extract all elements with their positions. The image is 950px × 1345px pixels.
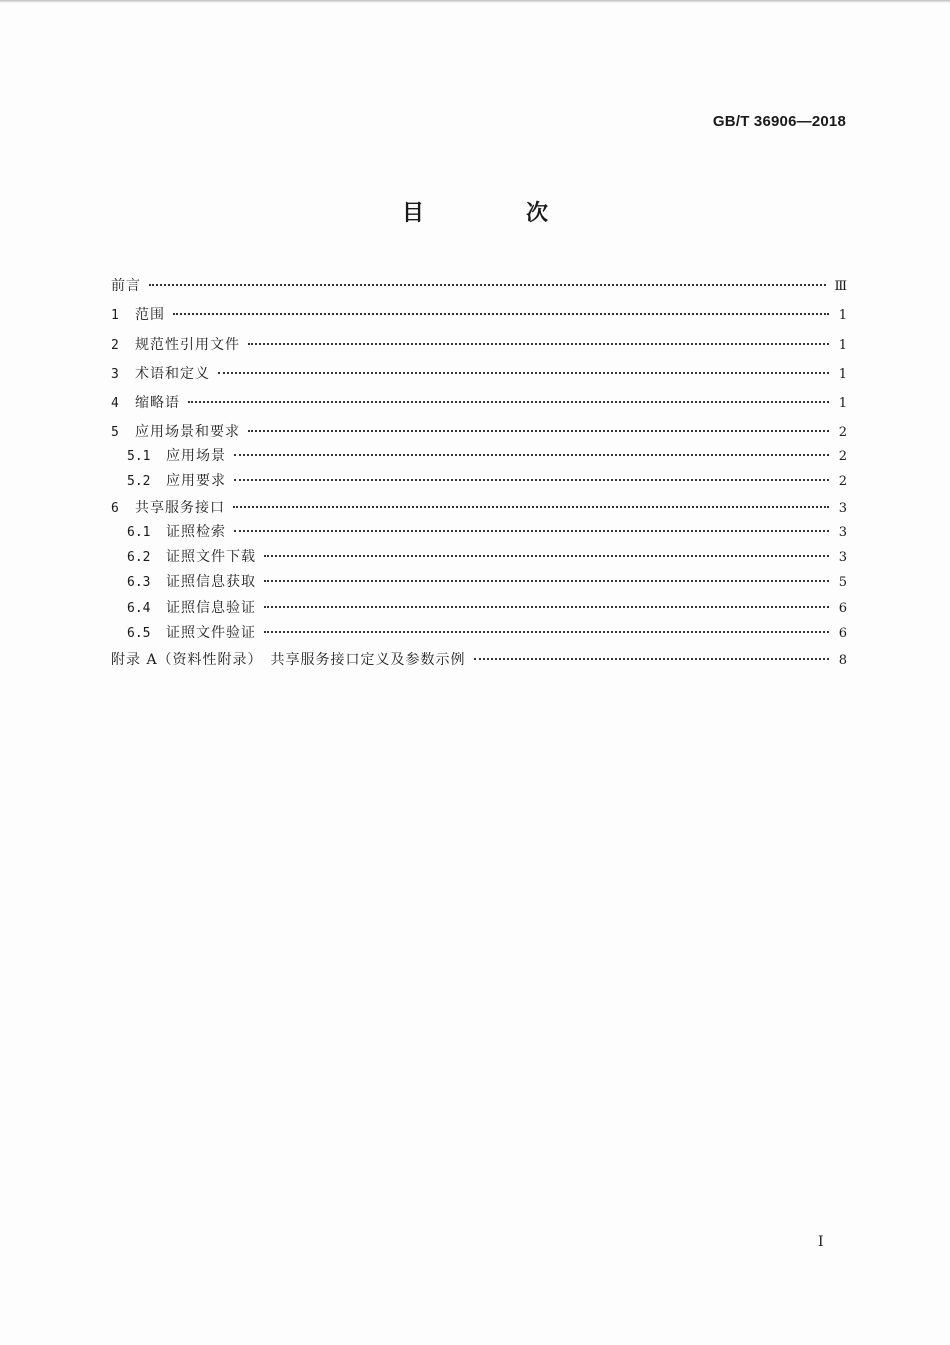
toc-entry-page: 8 [838, 653, 847, 669]
toc-entry-title: 附录 A（资料性附录） 共享服务接口定义及参数示例 [111, 652, 466, 669]
toc-entry-title: 证照信息获取 [166, 574, 256, 591]
toc-entry-title: 证照文件下载 [166, 548, 256, 565]
toc-entry-title: 应用要求 [166, 473, 226, 490]
toc-entry[interactable] [111, 570, 847, 595]
toc-entry[interactable] [111, 596, 847, 621]
toc-entry-page: 1 [838, 308, 847, 324]
toc-dot-leader [218, 372, 829, 374]
toc-entry-number: 6.1 [127, 524, 151, 540]
toc-entry-number: 6.5 [127, 625, 151, 641]
scan-edge [0, 0, 950, 3]
toc-dot-leader [248, 343, 829, 345]
toc-entry[interactable] [111, 520, 847, 545]
toc-entry[interactable] [111, 389, 847, 418]
toc-entry-title: 证照信息验证 [166, 599, 256, 616]
toc-entry-page: 3 [838, 501, 847, 517]
toc-entry-page: 6 [838, 600, 847, 616]
toc-dot-leader [173, 313, 829, 315]
toc-entry-title: 证照检索 [166, 523, 226, 540]
toc-entry-page: 1 [838, 337, 847, 353]
toc-entry-number: 3 [111, 366, 119, 382]
toc-entry-title: 证照文件验证 [166, 624, 256, 641]
toc-entry-page: 3 [838, 524, 847, 540]
toc-entry-page: 3 [838, 549, 847, 565]
toc-title: 目 次 [401, 201, 588, 226]
toc-entry-number: 6.3 [127, 575, 151, 591]
toc-entry-number: 6 [111, 501, 119, 517]
toc-entry-page: 2 [838, 448, 847, 464]
toc-dot-leader [264, 580, 829, 582]
toc-entry-number: 4 [111, 396, 119, 412]
toc-dot-leader [248, 430, 829, 432]
toc-entry-page: 2 [838, 425, 847, 441]
toc-entry-number: 5 [111, 425, 119, 441]
toc-entry-title: 缩略语 [135, 395, 180, 412]
toc-entry[interactable] [111, 272, 847, 301]
toc-dot-leader [474, 658, 829, 660]
toc-dot-leader [234, 530, 829, 532]
toc-dot-leader [234, 479, 829, 481]
toc-entry-number: 6.2 [127, 549, 151, 565]
toc-entry-page: 5 [838, 575, 847, 591]
toc-entry-title: 规范性引用文件 [135, 336, 240, 353]
toc-entry-page: 1 [838, 366, 847, 382]
toc-entry[interactable] [111, 331, 847, 360]
toc-entry-title: 术语和定义 [135, 365, 210, 382]
toc-entry[interactable] [111, 646, 847, 675]
toc-entry-title: 共享服务接口 [135, 500, 225, 517]
toc-dot-leader [264, 631, 829, 633]
toc-entry-number: 2 [111, 337, 119, 353]
page-number: I [818, 1234, 824, 1250]
toc-dot-leader [264, 555, 829, 557]
toc-entry-number: 1 [111, 308, 119, 324]
toc-entry[interactable] [111, 621, 847, 646]
toc-entry[interactable] [111, 444, 847, 469]
table-of-contents [111, 272, 847, 675]
toc-entry-number: 5.2 [127, 474, 151, 490]
toc-entry-title: 应用场景和要求 [135, 424, 240, 441]
toc-entry[interactable] [111, 469, 847, 494]
toc-entry-title: 应用场景 [166, 447, 226, 464]
toc-dot-leader [234, 454, 829, 456]
toc-entry-page: Ⅲ [834, 279, 847, 294]
toc-entry-title: 前言 [111, 278, 141, 294]
toc-entry-page: 2 [838, 474, 847, 490]
toc-entry-page: 1 [838, 396, 847, 412]
toc-entry[interactable] [111, 301, 847, 330]
toc-entry[interactable] [111, 545, 847, 570]
toc-entry[interactable] [111, 360, 847, 389]
toc-entry-number: 5.1 [127, 448, 151, 464]
toc-dot-leader [233, 506, 829, 508]
standard-code: GB/T 36906—2018 [712, 113, 846, 130]
toc-dot-leader [188, 401, 829, 403]
toc-entry-number: 6.4 [127, 600, 151, 616]
toc-dot-leader [149, 284, 826, 286]
toc-entry-page: 6 [838, 625, 847, 641]
toc-dot-leader [264, 606, 829, 608]
toc-entry-title: 范围 [135, 307, 165, 324]
